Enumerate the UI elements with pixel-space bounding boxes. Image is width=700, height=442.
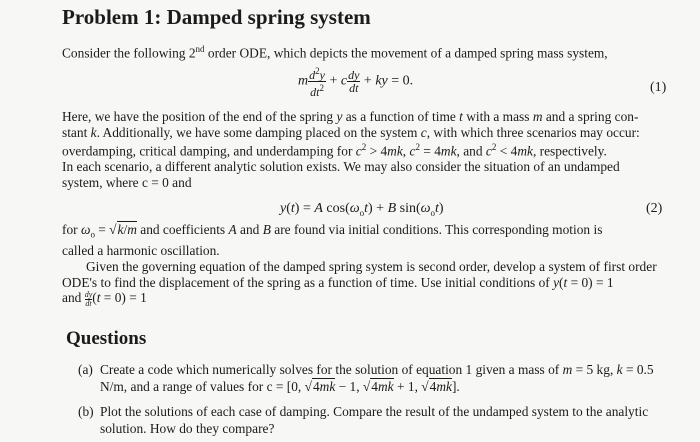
questions-heading: Questions <box>66 328 147 349</box>
equation-1-number: (1) <box>650 80 667 95</box>
equation-1: m $\frac{d^2y}{dt^2}$ + c $\frac{dy}{dt}$ + ky = 0. <box>298 66 414 99</box>
question-b-label: (b) <box>78 404 94 419</box>
question-a: (a) Create a code which numerically solves for the solution of equation 1 given a mass of m = 5 kg, k = 0.5 N/m, and a range of values for c = [0, √4mk − 1, √4mk + 1, √4mk]. <box>78 362 654 394</box>
problem-title: Problem 1: Damped spring system <box>62 5 371 29</box>
intro-line: Consider the following 2nd order ODE, which depicts the movement of a damped spring mass system, <box>62 44 608 61</box>
equation-2-number: (2) <box>646 201 663 216</box>
paragraph-2: for $\omega_o = √k/m$ and coefficients A and B are found via initial conditions. This corresponding motion is called a harmonic oscillation. <box>62 222 603 259</box>
paragraph-1: Here, we have the position of the end of the spring y as a function of time t with a mass m and a spring con- stant k. Additionally, we have some damping placed on the system c, with which three scenarios may occur: overdamping, critical damping, and underdamping for $c^2 > 4mk$, $c^2 = 4mk$, and $c^2 < 4mk$, respectively. In each scenario, a different analytic solution exists. We may also consider the situation of an undamped system, where c = 0 and <box>62 109 640 190</box>
question-b: (b) Plot the solutions of each case of damping. Compare the result of the undamped system to the analytic solution. How do they compare? <box>78 404 649 436</box>
question-a-label: (a) <box>78 362 93 377</box>
paragraph-3: Given the governing equation of the damped spring system is second order, develop a system of first order ODE's to find the displacement of the spring as a function of time. Use initial conditions of y(t = 0) = 1 and $\frac{dy}{dt}$ (t = 0) = 1 <box>62 259 657 308</box>
equation-2: y(t) = A $\cos(\omega_ot) + B$ $\sin(\omega_ot)$ <box>280 201 444 218</box>
